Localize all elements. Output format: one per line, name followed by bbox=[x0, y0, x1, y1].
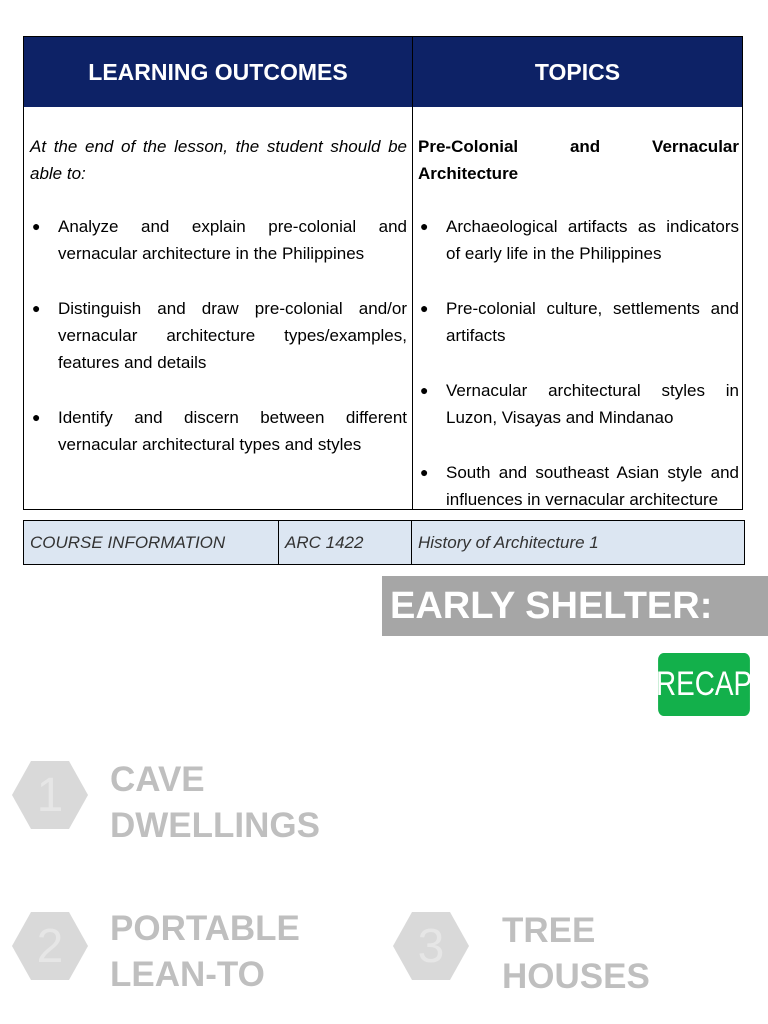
shelter-number: 3 bbox=[417, 919, 445, 973]
hexagon-icon bbox=[393, 908, 469, 984]
outcome-item bbox=[30, 295, 407, 376]
course-info-label: COURSE INFORMATION bbox=[30, 532, 226, 552]
early-shelter-banner: EARLY SHELTER: bbox=[382, 576, 768, 636]
hexagon-icon bbox=[12, 757, 88, 833]
outcomes-intro: At the end of the lesson, the student should be able to: bbox=[30, 137, 407, 183]
shelter-number: 1 bbox=[36, 768, 64, 822]
shelter-label-line2: DWELLINGS bbox=[110, 806, 320, 845]
shelter-label-line2: LEAN-TO bbox=[110, 955, 265, 994]
bullet-icon: ● bbox=[420, 300, 429, 316]
topic-text: Pre-colonial culture, settlements and artifacts bbox=[446, 299, 739, 345]
topic-item bbox=[418, 459, 739, 513]
bullet-icon: ● bbox=[32, 218, 41, 234]
shelter-number: 2 bbox=[36, 919, 64, 973]
bullet-icon: ● bbox=[32, 409, 41, 425]
recap-button[interactable]: RECAP bbox=[658, 653, 750, 716]
course-code: ARC 1422 bbox=[285, 532, 364, 552]
topics-header: TOPICS bbox=[413, 37, 742, 107]
topic-item bbox=[418, 295, 739, 349]
topic-heading: Pre-Colonial and Vernacular Architecture bbox=[418, 137, 739, 183]
hexagon-icon bbox=[12, 908, 88, 984]
course-information-row bbox=[23, 520, 745, 565]
shelter-label-line2: HOUSES bbox=[502, 957, 650, 996]
bullet-icon: ● bbox=[420, 218, 429, 234]
column-divider bbox=[412, 37, 413, 509]
shelter-label-line1: PORTABLE bbox=[110, 909, 300, 948]
shelter-label-line1: TREE bbox=[502, 911, 596, 950]
topic-text: Vernacular architectural styles in Luzon, Visayas and Mindanao bbox=[446, 381, 739, 427]
bullet-icon: ● bbox=[420, 382, 429, 398]
outcome-text: Distinguish and draw pre-colonial and/or vernacular architecture types/examples, features and details bbox=[58, 299, 407, 372]
learning-outcomes-header: LEARNING OUTCOMES bbox=[24, 37, 412, 107]
course-title: History of Architecture 1 bbox=[418, 532, 599, 552]
shelter-label-line1: CAVE bbox=[110, 760, 205, 799]
learning-outcomes-table bbox=[23, 36, 743, 510]
topic-text: South and southeast Asian style and influences in vernacular architecture bbox=[446, 463, 739, 509]
bullet-icon: ● bbox=[420, 464, 429, 480]
outcome-item bbox=[30, 404, 407, 458]
topic-item bbox=[418, 213, 739, 267]
outcome-text: Analyze and explain pre-colonial and vernacular architecture in the Philippines bbox=[58, 217, 407, 263]
outcome-item bbox=[30, 213, 407, 267]
outcome-text: Identify and discern between different vernacular architectural types and styles bbox=[58, 408, 407, 454]
outcomes-column bbox=[30, 107, 407, 458]
topics-column bbox=[418, 107, 739, 513]
topic-item bbox=[418, 377, 739, 431]
bullet-icon: ● bbox=[32, 300, 41, 316]
topic-text: Archaeological artifacts as indicators of early life in the Philippines bbox=[446, 217, 739, 263]
